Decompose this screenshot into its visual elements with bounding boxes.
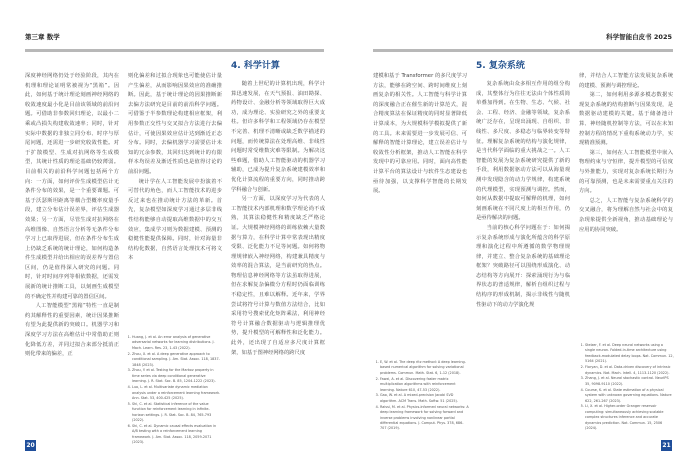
book-title: 科学智能白皮书 2025 [606, 33, 672, 41]
left-column-1 [25, 72, 119, 434]
reference: 1. Stelzer, F. et al. Deep neural networks using a single neuron. Folded-in-time architecture using feedback-modulated delay loops. Nat. Commun. 12, 5164 (2021). [585, 343, 674, 365]
right-column-3 [579, 72, 673, 334]
paragraph: 总之，人工智能与复杂系统科学的交叉融合，将为理解自然与社会中的复杂现象提供全新视角，推动基础理论与应用的协同突破。 [579, 197, 673, 233]
reference: 6. Shi, C. et al. Dynamic causal effects evaluation in A/B testing with a reinforcement learning framework. J. Am. Stat. Assoc. 118, 2059-2071 (2023). [132, 424, 221, 446]
right-column-2 [476, 60, 570, 434]
reference: 2. Floryan, D. et al. Data-driven discovery of intrinsic dynamics. Nat. Mach. Intell. 4, 1113-1120 (2022). [585, 365, 674, 376]
page-number-left: 20 [26, 442, 35, 449]
references-left [125, 335, 221, 446]
reference: 4. Course, K. et al. State estimation of a physical system with unknown governing equations. Nature 622, 261-267 (2023). [585, 388, 674, 404]
paragraph: 第三，如何在人工智能模型中嵌入物理约束与守恒律，提升模型的可信度与外推能力，实现对复杂系统长期行为的可靠预测，也是未来需要重点关注的方向。 [579, 149, 673, 195]
reference: 1. Huang, J. et al. An error analysis of generative adversarial networks for learning distributions. J. Mach. Learn. Res. 23, 1-43 (2022). [132, 335, 221, 351]
header-rule-left [25, 49, 324, 52]
paragraph: 复杂系统由众多相互作用的组分构成，其整体行为往往无法由个体性质简单叠加得到。在生物、生态、气候、社会、工程、经济、金融等领域，复杂系统广泛存在，呈现出涌现、自组织、非线性、多尺度、多稳态与临界转变等特征。理解复杂系统的结构与演化规律，是当代科学面临的重大挑战之一。人工智能的发展为复杂系统研究提供了新的手段，利用数据驱动方法可以从海量观测中发现隐含的动力学规律，构建系统的代理模型，实现预测与调控。然而，如何从数据中提取可解释的机理，如何刻画系统在不同尺度上的相互作用，仍是亟待解决的问题。 [476, 81, 570, 222]
chapter-title: 第三章 数学 [25, 33, 60, 41]
paragraph: 第二，如何利用多源多模态数据实现复杂系统的结构推断与因果发现，是数据驱动建模的关键。基于储备池计算、神经随机控制等方法，可以在未知控制方程的情况下重构系统动力学，实现精准预测。 [579, 92, 673, 147]
paragraph: 人工智能模型“黑箱”特性一直是制约其解释性的重要因素，统计因果推断有望为此提供新的突破口。机器学习和深度学习方法在高维估计中常借助正则化降低方差，并同过拟合来部分抵消正则化带来的偏差，正 [25, 303, 119, 358]
paragraph: 另一方面，以深度学习为代表的人工智能技术内部机理和数学理论尚不成熟，其算法稳健性和精度缺乏严格论证。大规模神经网络的训练依赖大量数据与算力，在科学计算中常表现出精度受限、泛化能力不足等问题。如何将物理规律嵌入神经网络，构建兼具精度与效率的混合算法，是当前研究的热点。物理信息神经网络等方法虽取得进展，但在求解复杂偏微分方程时仍面临训练不稳定性，且难以解释。近年来，学界尝试将符号计算与数值方法结合，比如采用符号搜索优化矩阵乘法，利用神经符号计算融合数据驱动与逻辑推理优势，提升模型的可解释性和泛化能力。此外，还出现了自适应多尺度计算框架，如基于图神经网络的跨尺度 [231, 196, 325, 356]
reference: 4. Raissi, M. et al. Physics-informed neural networks: A deep learning framework for solving forward and inverse problems involving nonlinear partial differential equations. J. Comput. Phys. 378, 686-707 (2019). [380, 405, 469, 432]
reference: 4. Luo, L. et al. Multivariate dynamic mediation analysis under a reinforcement learning framework. Ann. Stat. 53, 400-425 (2025). [132, 385, 221, 401]
paragraph: 则化偏差和过拟合现象也可能使估计量产生偏差，从而影响因果效应的准确推断。因此，基于统计理论的因果推断新去偏方法研究是目前的前沿科学问题。可借鉴于半参数理论构建相应框架，利用参数正交性与交叉拟合方法进行去偏估计，可使因果效应估计达到渐近正态分布。同时，去偏机器学习需要估计未知的冗余参数，其回归达到统计的有限样本均误差及渐近性质也是值得讨论的前沿问题。 [128, 73, 222, 175]
paragraph: 统计学在人工智能发展中扮演着不可替代的角色，而人工智能技术的进步反过来也在推动统计方法的革新。首先，复杂模型如深度学习通过多层非线性结构能够自动提取高维数据中的交互效应，集成学习则为数据建模、预测的稳健性能提供保障。同时，针对海量非结构化数据，自然语言处理技术可将文本 [128, 178, 222, 262]
reference: 5. Li, X. et al. Higher-order Granger reservoir computing: simultaneously achieving scalable complex structures inference and accurate dynamics prediction. Nat. Commun. 15, 2506 (2024). [585, 404, 674, 431]
references-right-1 [373, 360, 469, 432]
reference: 3. Zhang, J. et al. Neural stochastic control. NeurIPS 35, 9098-9110 (2022). [585, 376, 674, 387]
reference: 5. Shi, C. et al. Statistical inference of the value function for reinforcement learning in infinite-horizon settings. J. R. Stat. Soc. B. 84, 765-793 (2022). [132, 402, 221, 424]
paragraph: 当前的核心科学问题在于：如何揭示复杂系统形成与演化所蕴含的科学原理和演化过程中所遵循的数学物理规律，并建立、整合复杂系统的基础理论框架？突破路径可以围绕形成演化、动态结构等方向展开：探索涌现行为与临界状态的普适规律，解析自组织过程与结构序的形成机制，揭示非线性与随机性驱动下的动力学演化规 [476, 224, 570, 308]
right-column-1 [373, 72, 467, 342]
reference: 3. Gao, W. et al. A mixed-precision Jacobi SVD algorithm. ACM Trans. Math. Softw. 51 (2025). [380, 393, 469, 404]
reference: 3. Zhou, Y. et al. Testing for the Markov property in time series via deep conditional generative learning. J. R. Stat. Soc. B. 85, 1204-1222 (2023). [132, 368, 221, 384]
paragraph: 深度神经网络仍处于经验阶段，其内在机理和理论证明常被视为“黑箱”。因此，如何基于统计理论刻画神经网络的收敛速度最小化是目前该领域的前沿问题。可借助非参数回归理论，以最小二乘或凸损失构建收敛速率；同时，针对实际中数据的非独立同分布、时序与厚尾问题，还需进一步研究收敛性能。对于扩散模型、生成对抗网络等生成模型，其统计性质的理论基础仍较薄弱。目前相关的前沿科学问题包括两个方向：一方面，如何评价生成模型估计无条件分布的效果，是一个重要课题。可基于沃瑟斯坦距离等耦合型概率度量手段，建立分布估计误差界，评估生成器效果；另一方面，尽管生成对抗网络在高维图像、自然语言分析等无条件分布学习上已取得进展，但在条件分布生成上仍缺乏系统的统计理论，如何构造条件生成模型并给出相应的误差界与置信区间，仍是值得深入研究的问题。同时，针对时间序列等相依数据，还需发展新的统计推断工具，以刻画生成模型的不确定性并构建可靠的置信区间。 [25, 73, 119, 300]
section-heading: 4. 科学计算 [231, 61, 280, 71]
section-heading: 5. 复杂系统 [476, 61, 525, 71]
reference: 1. E, W. et al. The deep ritz method: A deep learning-based numerical algorithm for solving variational problems. Commun. Math. Stat. 6, 1-12 (2018). [380, 360, 469, 376]
reference: 2. Fawzi, A. et al. Discovering faster matrix multiplication algorithms with reinforcement learning. Nature 610, 47-53 (2022). [380, 377, 469, 393]
paragraph: 建模和基于 Transformer 的多尺度学习方法，能够在跨空间、跨时间维度上刻画复杂的相关性。人工智能与科学计算的深度融合正在催生新的计算范式，混合精度算法在保证精度的同时显著降低计算成本，为大规模科学模拟提供了新的工具。未来需要进一步发展可信、可解释的智能计算理论，建立误差估计与收敛性分析框架，推动人工智能在科学发现中的可靠应用。同时，面向高性能计算平台的算法设计与软件生态建设也亟待加强，以支撑科学智能的长期发展。 [373, 73, 467, 195]
page-number-right: 21 [662, 442, 671, 449]
header-rule-right [373, 49, 673, 52]
reference: 2. Zhou, X. et al. A deep generative approach to conditional sampling. J. Am. Stat. Assoc. 118, 1837-1848 (2023). [132, 352, 221, 368]
references-right-2 [578, 343, 674, 432]
left-column-2 [128, 72, 222, 327]
left-column-3 [231, 60, 325, 434]
paragraph: 律，并结合人工智能方法发展复杂系统的建模、预测与调控理论。 [579, 73, 673, 89]
paragraph: 随着上世纪的计算机出现，科学计算迅速发展，在天气预报、油田勘探、药物设计、金融分析等领域取得巨大成功，成为理论、实验研究之外的重要支柱。但许多科学和工程领域仍存在模型不完善、机理不清晰或缺乏数学描述的问题，而传统算法在处理高维、非线性问题时常受维数灾难等限制。为解决这些难题，借助人工智能驱动的机器学习辅助，已成为提升复杂系统建模效率和优化计算流程的重要方向，同时推动跨学科融合与创新。 [231, 81, 325, 193]
